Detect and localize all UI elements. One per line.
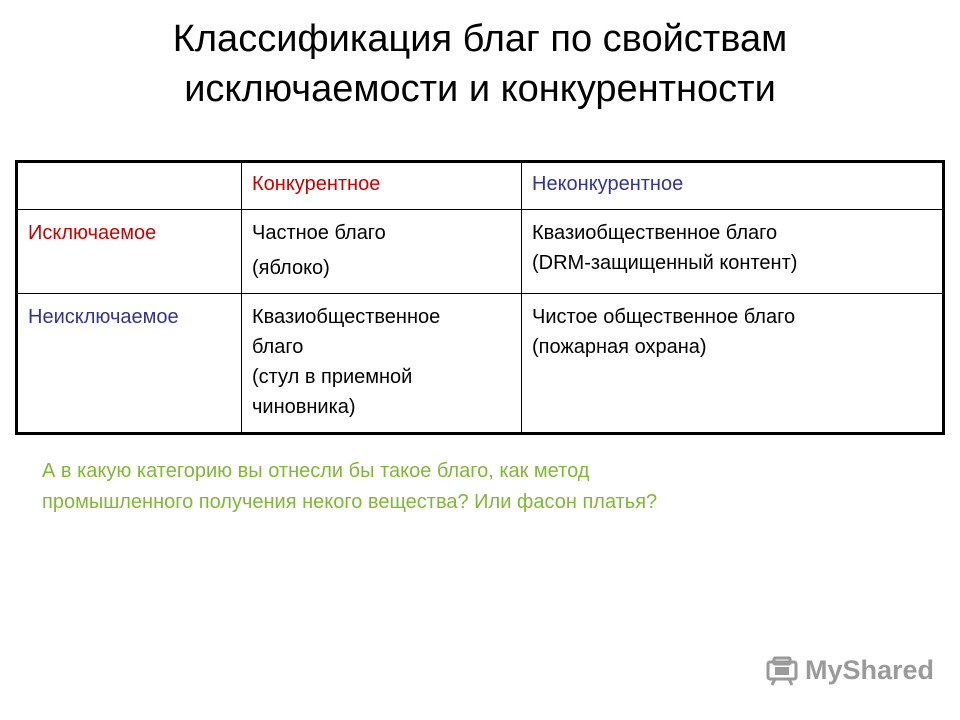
cell-private-good xyxy=(242,210,522,294)
cell-pure-public-good xyxy=(522,294,944,434)
question-line-1: А в какую категорию вы отнесли бы такое благо, как метод xyxy=(42,460,590,482)
cell-example: (пожарная охрана) xyxy=(532,336,707,358)
myshared-logo-icon xyxy=(765,656,799,686)
cell-text: Квазиобщественное xyxy=(252,306,441,328)
row-label-excludable: Исключаемое xyxy=(17,210,242,294)
myshared-watermark[interactable] xyxy=(765,655,934,686)
cell-example: (яблоко) xyxy=(252,257,330,279)
table-corner-cell xyxy=(17,162,242,210)
cell-quasi-public-drm xyxy=(522,210,944,294)
table-row xyxy=(17,210,944,294)
header-rival: Конкурентное xyxy=(242,162,522,210)
slide-title xyxy=(0,14,960,114)
cell-text: Чистое общественное благо xyxy=(532,306,796,328)
cell-example: (стул в приемной xyxy=(252,366,413,388)
cell-text: благо xyxy=(252,336,304,358)
title-line-1: Классификация благ по свойствам xyxy=(172,18,788,60)
cell-text: Частное благо xyxy=(252,222,386,244)
title-line-2: исключаемости и конкурентности xyxy=(184,68,776,110)
table-row xyxy=(17,294,944,434)
goods-classification-table xyxy=(15,160,945,435)
header-nonrival: Неконкурентное xyxy=(522,162,944,210)
cell-quasi-public-chair xyxy=(242,294,522,434)
cell-text: Квазиобщественное благо xyxy=(532,222,778,244)
row-label-nonexcludable: Неисключаемое xyxy=(17,294,242,434)
cell-example: чиновника) xyxy=(252,396,356,418)
table-header-row xyxy=(17,162,944,210)
question-text xyxy=(42,456,922,518)
watermark-text: MyShared xyxy=(805,655,935,685)
question-line-2: промышленного получения некого вещества? Или фасон платья? xyxy=(42,491,658,513)
cell-example: (DRM-защищенный контент) xyxy=(532,252,798,274)
